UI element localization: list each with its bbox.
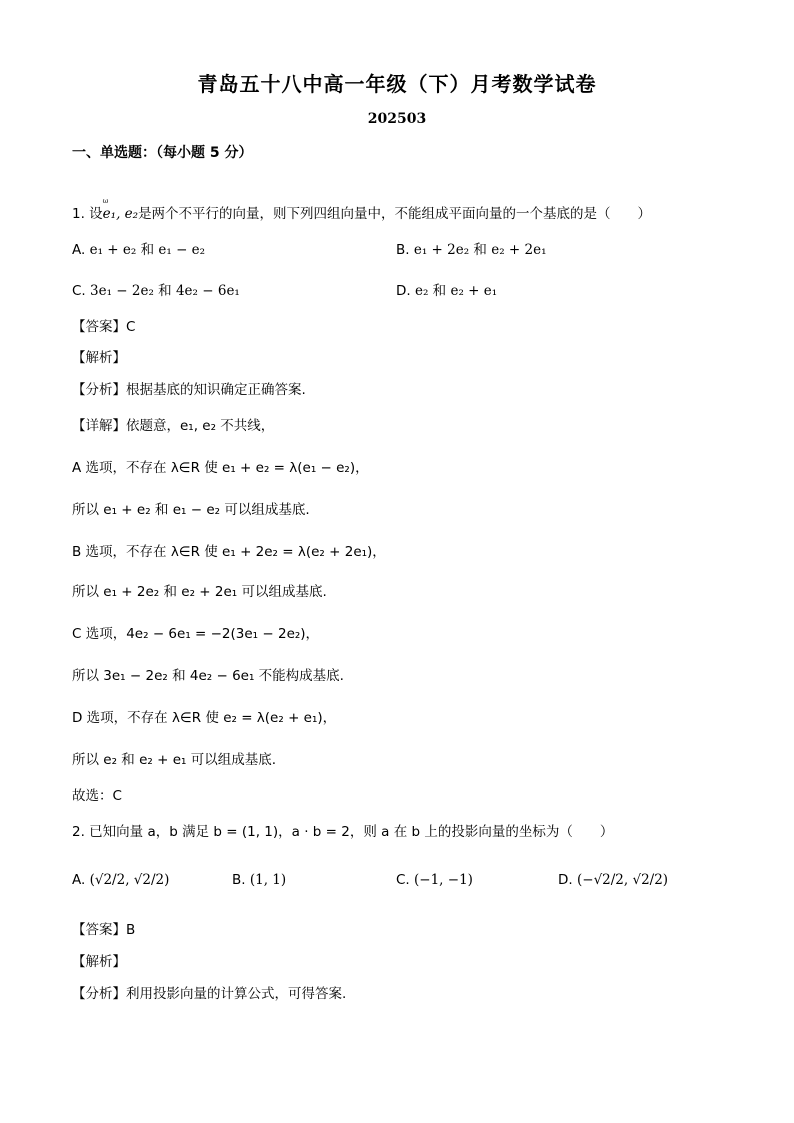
- q2-option-c-label: C.: [396, 872, 410, 888]
- q2-fenxi: 【分析】利用投影向量的计算公式，可得答案.: [72, 986, 347, 1002]
- q1-option-c-text: 3e₁ − 2e₂ 和 4e₂ − 6e₁: [90, 283, 240, 299]
- q1-option-d-label: D.: [396, 283, 411, 299]
- q1-option-a-analysis: A 选项，不存在 λ∈R 使 e₁ + e₂ = λ(e₁ − e₂)，: [72, 460, 369, 476]
- q1-option-d-analysis: D 选项，不存在 λ∈R 使 e₂ = λ(e₂ + e₁)，: [72, 710, 337, 726]
- exam-title: 青岛五十八中高一年级（下）月考数学试卷: [197, 72, 597, 96]
- q1-option-c-conclusion: 所以 3e₁ − 2e₂ 和 4e₂ − 6e₁ 不能构成基底.: [72, 668, 344, 684]
- q1-option-c: [72, 279, 240, 299]
- exam-date: 202503: [367, 111, 427, 127]
- question-1-stem: [72, 202, 651, 222]
- q1-option-d-conclusion: 所以 e₂ 和 e₂ + e₁ 可以组成基底.: [72, 752, 277, 768]
- section-heading: 一、单选题：（每小题 5 分）: [72, 145, 253, 161]
- q1-option-a-conclusion: 所以 e₁ + e₂ 和 e₁ − e₂ 可以组成基底.: [72, 502, 310, 518]
- q1-fenxi: 【分析】根据基底的知识确定正确答案.: [72, 382, 306, 398]
- q1-option-a-label: A.: [72, 242, 86, 258]
- q2-option-b: [232, 872, 286, 888]
- q1-option-d: [396, 279, 497, 299]
- q1-option-b-text: e₁ + 2e₂ 和 e₂ + 2e₁: [413, 242, 547, 258]
- q1-stem-vectors: ω e₁, e₂: [103, 206, 138, 222]
- q1-option-c-label: C.: [72, 283, 86, 299]
- q2-option-a-text: (√2/2, √2/2): [89, 872, 170, 888]
- q2-option-d: [558, 872, 668, 888]
- q1-analysis-label: 【解析】: [72, 350, 126, 366]
- q2-analysis-label: 【解析】: [72, 954, 126, 970]
- q1-option-a-text: e₁ + e₂ 和 e₁ − e₂: [89, 242, 206, 258]
- q2-answer: 【答案】B: [72, 922, 136, 938]
- q1-option-b-conclusion: 所以 e₁ + 2e₂ 和 e₂ + 2e₁ 可以组成基底.: [72, 584, 327, 600]
- q1-option-c-analysis: C 选项，4e₂ − 6e₁ = −2(3e₁ − 2e₂)，: [72, 626, 320, 642]
- q2-option-a-label: A.: [72, 872, 86, 888]
- q1-answer: 【答案】C: [72, 319, 136, 335]
- q1-option-b-analysis: B 选项，不存在 λ∈R 使 e₁ + 2e₂ = λ(e₂ + 2e₁)，: [72, 544, 386, 560]
- q1-stem-prefix: 1. 设: [72, 206, 103, 222]
- q2-option-d-text: (−√2/2, √2/2): [576, 872, 669, 888]
- q1-option-d-text: e₂ 和 e₂ + e₁: [414, 283, 498, 299]
- q1-option-b-label: B.: [396, 242, 410, 258]
- question-2-stem: 2. 已知向量 a，b 满足 b = (1, 1)，a · b = 2，则 a 在 b 上的投影向量的坐标为（ ）: [72, 824, 614, 840]
- q2-option-c-text: (−1, −1): [414, 872, 473, 888]
- q1-final-choice: 故选：C: [72, 788, 122, 804]
- q2-option-c: [396, 872, 473, 888]
- q1-stem-suffix: 是两个不平行的向量，则下列四组向量中，不能组成平面向量的一个基底的是（ ）: [138, 206, 652, 222]
- q1-option-a: [72, 238, 205, 258]
- q1-xiangjie: 【详解】依题意，e₁, e₂ 不共线，: [72, 418, 275, 434]
- q2-option-a: [72, 872, 169, 888]
- q2-option-b-text: (1, 1): [249, 872, 287, 888]
- q2-option-d-label: D.: [558, 872, 573, 888]
- q1-option-b: [396, 238, 547, 258]
- q2-option-b-label: B.: [232, 872, 246, 888]
